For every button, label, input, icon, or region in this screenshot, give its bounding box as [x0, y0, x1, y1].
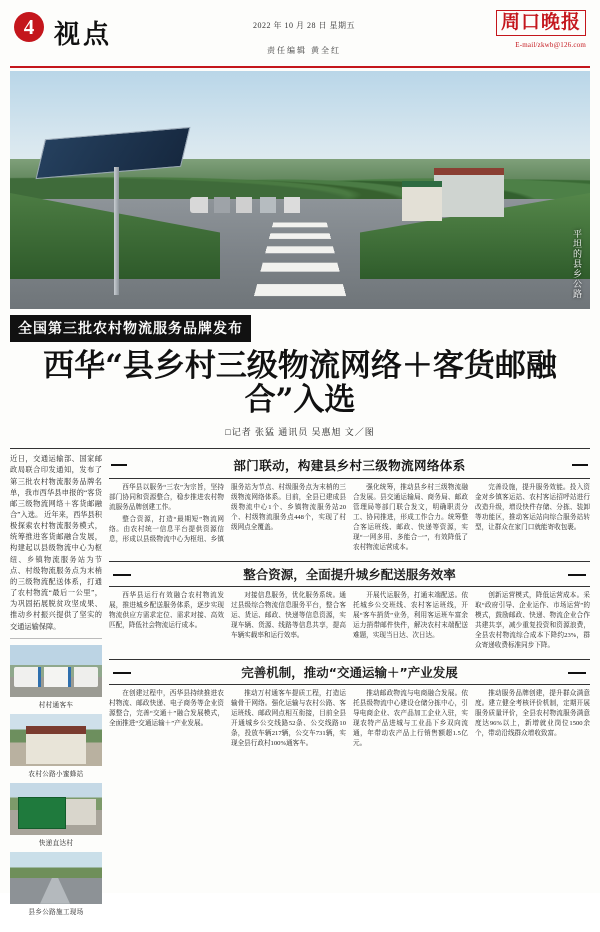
photo-caption: 县乡公路施工现场: [28, 908, 84, 916]
section-3: [109, 656, 590, 749]
section-3-heading-text: 完善机制，推动“交通运输＋”产业发展: [241, 665, 458, 681]
paragraph: 西华县运行有效融合农村物流发展，推进城乡配送服务体系，逐步实现物流供应方需求定位、需求对接、高效匹配，降低社会物流运行成本。: [109, 592, 224, 630]
rural-post-station-photo: [10, 714, 102, 766]
masthead-center: [112, 6, 496, 56]
photo-caption: 村村通客车: [38, 701, 74, 709]
masthead: [10, 0, 590, 64]
headline-block: [10, 315, 590, 442]
section-3-rule: [109, 684, 590, 685]
paragraph: 对接信息服务，优化服务系统。通过县级综合物流信息服务平台，整合客运、货运、邮政、快递等信息资源，实现车辆、货源、线路等信息共享，提高车辆实载率和运行效率。: [231, 592, 346, 640]
section-2-text: [109, 591, 590, 651]
headline-divider: [10, 448, 590, 449]
contact-email: E-mail/zkwb@126.com: [515, 40, 586, 49]
main-headline: 西华“县乡村三级物流网络＋客货邮融合”入选: [43, 348, 557, 419]
newspaper-logo: 周口晚报: [496, 10, 586, 36]
section-1-rule: [109, 478, 590, 479]
text-column: [109, 454, 590, 932]
paragraph: 完善设施，提升服务效能。投入资金对乡镇客运站、农村客运招呼站进行改造升级，增设快件存储、分拣、装卸等功能区，推动客运站向综合服务站转型，让群众在家门口就能寄收包裹。: [475, 484, 590, 532]
street-light-pole: [114, 167, 119, 295]
lead-note: 近日，交通运输部、国家邮政局联合印发通知，发布了第三批农村物流服务品牌名单，我市西华县申报的“客货邮三级物流网络＋客货邮融合”入选。 近年来，西华县积极探索农村物流服务模式，统筹推进客货邮融合发展，构建起以县级物流中心为枢纽、乡镇物流服务站为节点、村级物流服务点为末梢的三级物流配送体系，打通了农村物流“最后一公里”，为巩固拓展脱贫攻坚成果、推动乡村振兴提供了坚实的交通运输保障。: [10, 454, 102, 639]
roadside-building: [434, 168, 504, 217]
section-3-text: [109, 689, 590, 749]
masthead-divider: [10, 66, 590, 68]
section-3-heading: [109, 659, 590, 684]
headline-kicker: 全国第三批农村物流服务品牌发布: [10, 315, 251, 342]
section-title: 视点: [54, 20, 113, 50]
photo-rural-post-station: [10, 714, 102, 779]
paragraph: 强化统筹，推动县乡村三级物流融合发展。县交通运输局、商务局、邮政管理局等部门联合发文，明确职责分工、协同推进，形成工作合力。统筹整合客运班线、邮政、快递等资源，实现“一网多用、多能合一”，有效降低了农村物流运营成本。: [353, 484, 468, 552]
byline: □记者 张猛 通讯员 吴惠旭 文／图: [225, 427, 375, 438]
hero-photo-caption: 平坦的县乡公路: [572, 229, 582, 299]
publication-date: 2022 年 10 月 28 日 星期五: [253, 21, 355, 30]
paragraph: 推动邮政物流与电商融合发展。依托县级物流中心建设仓储分拣中心，引导电商企业、农产品加工企业入驻，实现农特产品进城与工业品下乡双向流通，年带动农产品上行销售额超1.5亿元。: [353, 690, 468, 748]
section-2: [109, 558, 590, 651]
section-1-text: [109, 483, 590, 553]
paragraph: 在创建过程中，西华县持续推进农村物流、邮政快递、电子商务等企业资源整合，完善“交通＋”融合发展模式，全面推进“交通运输＋”产业发展。: [109, 690, 224, 728]
paragraph: 开展代运服务，打通末端配送。依托城乡公交班线、农村客运班线，开展“客车捎货”业务，利用客运班车富余运力捎带邮件快件，解决农村末端配送难题，实现当日达、次日达。: [353, 592, 468, 640]
hero-photo: [10, 71, 590, 309]
paragraph: 创新运营模式，降低运营成本。采取“政府引导、企业运作、市场运营”的模式，鼓励邮政、快递、物流企业合作共建共享，减少重复投资和资源浪费，全县农村物流综合成本下降约23%，群众寄递收费标准同步下降。: [475, 592, 590, 650]
dash-right-icon: [568, 672, 586, 674]
county-road-construction-photo: [10, 852, 102, 904]
photo-caption: 快递直达村: [38, 839, 74, 847]
dash-left-icon: [113, 672, 131, 674]
section-1: [109, 454, 590, 553]
section-2-heading-text: 整合资源，全面提升城乡配送服务效率: [243, 567, 456, 583]
paragraph: 推动服务品牌创建，提升群众满意度。建立健全考核评价机制，定期开展服务质量评价，全县农村物流服务满意度达96%以上，新增就业岗位1500余个，带动沿线群众增收致富。: [475, 690, 590, 738]
paragraph: 西华县以服务“三农”为宗旨，坚持部门协同和资源整合，稳步推进农村物流服务品牌创建工作。: [109, 484, 224, 512]
responsible-editor: 责任编辑 黄全红: [267, 46, 341, 55]
section-2-heading: [109, 561, 590, 586]
photo-caption: 农村公路小蜜蜂站: [28, 770, 84, 778]
page-number-badge: 4: [14, 12, 44, 42]
masthead-right: [496, 6, 590, 49]
photo-road-construction: [10, 852, 102, 917]
photo-village-bus: [10, 645, 102, 710]
express-delivery-photo: [10, 783, 102, 835]
village-bus-photo: [10, 645, 102, 697]
article-body: [10, 454, 590, 932]
dash-right-icon: [568, 574, 586, 576]
dash-left-icon: [113, 574, 131, 576]
section-2-rule: [109, 586, 590, 587]
photo-column: [10, 454, 102, 932]
roadside-kiosk: [402, 181, 442, 221]
photo-express-delivery: [10, 783, 102, 848]
paragraph: 整合资源，打造“最期短”物流网络。由农村统一信息平台提供资源信息，形成以县级物流中心为枢纽、乡镇服务站为节点、村级服务点为末梢的三级物流网络体系。目前，全县已建成县级物流中心1个、乡镇物流服务站20个、村级物流服务点448个，实现了村级网点全覆盖。: [109, 484, 346, 544]
paragraph: 推动万村通客车提质工程，打造运输骨干网络。强化运输与农村公路、客运班线、邮政网点相互衔接，目前全县开通城乡公交线路52条、公交线路10条，投放车辆217辆，公交车731辆，实现全县行政村100%通客车。: [231, 690, 346, 748]
section-1-heading: 部门联动，构建县乡村三级物流网络体系: [109, 454, 590, 478]
parked-cars: [190, 197, 310, 213]
